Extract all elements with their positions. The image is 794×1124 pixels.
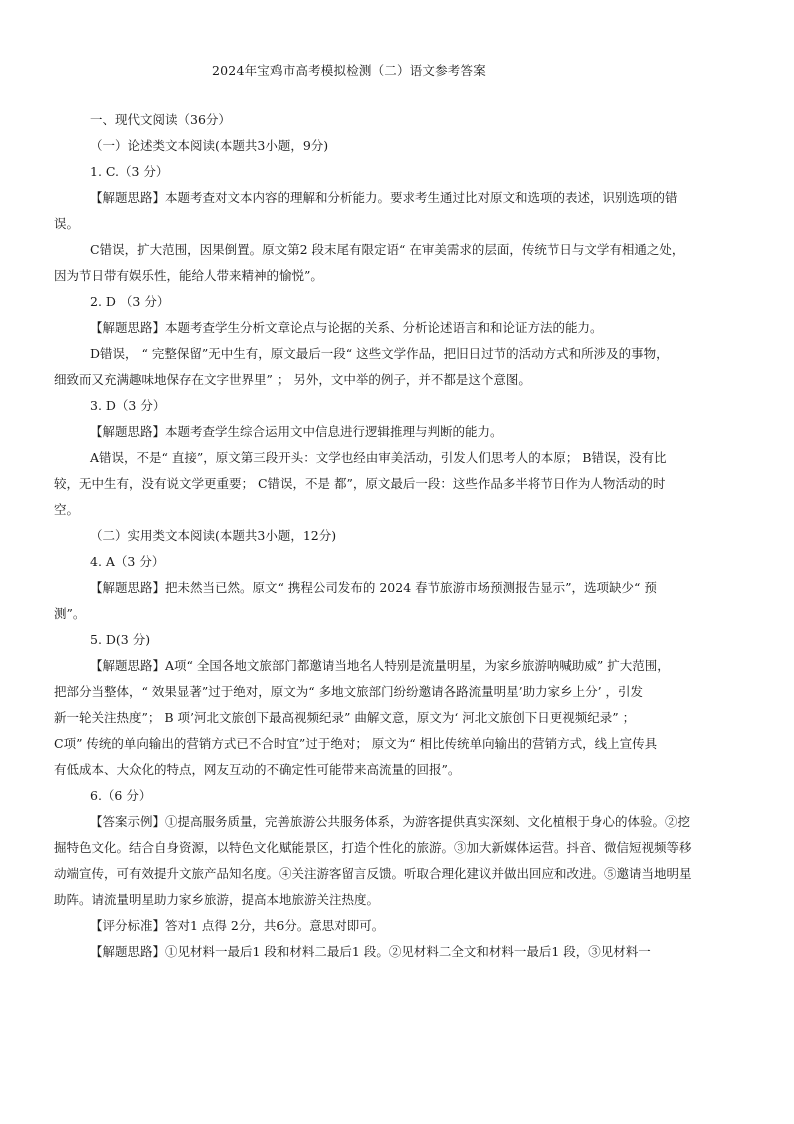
text-line: 【解题思路】本题考查学生综合运用文中信息进行逻辑推理与判断的能力。 [90,424,503,439]
text-line: A错误，不是“ 直接”，原文第三段开头：文学也经由审美活动，引发人们思考人的本原； B错误，没有比 [90,450,667,465]
text-line: 误。 [54,216,80,231]
text-line: 有低成本、大众化的特点，网友互动的不确定性可能带来高流量的回报”。 [54,762,461,777]
text-line: C项” 传统的单向输出的营销方式已不合时宜”过于绝对； 原文为“ 相比传统单向输出的营销方式，线上宣传具 [54,736,658,751]
text-line: C错误，扩大范围，因果倒置。原文第2 段末尾有限定语“ 在审美需求的层面，传统节日与文学有相通之处， [90,242,685,257]
text-line: 掘特色文化。结合自身资源，以特色文化赋能景区，打造个性化的旅游。③加大新媒体运营。抖音、微信短视频等移 [54,840,692,855]
text-line: 细致而又充满趣味地保存在文字世界里” ； 另外，文中举的例子，并不都是这个意图。 [54,372,531,387]
text-line: 【评分标准】答对1 点得 2分，共6分。意思对即可。 [90,918,385,933]
text-line: 6.（6 分） [90,788,152,803]
text-line: 【解题思路】把未然当已然。原文“ 携程公司发布的 2024 春节旅游市场预测报告显示”，选项缺少“ 预 [90,580,657,595]
text-line: 【解题思路】本题考查对文本内容的理解和分析能力。要求考生通过比对原文和选项的表述，识别选项的错 [90,190,678,205]
text-line: 新一轮关注热度”； B 项’河北文旅创下最高视频纪录” 曲解文意，原文为‘ 河北文旅创下日更视频纪录” ； [54,710,636,725]
page-title: 2024年宝鸡市高考模拟检测（二）语文参考答案 [212,63,486,78]
text-line: 助阵。请流量明星助力家乡旅游，提高本地旅游关注热度。 [54,892,380,907]
text-line: 动端宣传，可有效提升文旅产品知名度。④关注游客留言反馈。听取合理化建议并做出回应和改进。⑤邀请当地明星 [54,866,692,881]
text-line: 3. D（3 分） [90,398,166,413]
text-line: 【解题思路】本题考查学生分析文章论点与论据的关系、分析论述语言和和论证方法的能力。 [90,320,603,335]
text-line: 空。 [54,502,80,517]
text-line: D错误， “ 完整保留”无中生有，原文最后一段“ 这些文学作品，把旧日过节的活动方式和所涉及的事物， [90,346,669,361]
text-line: 【答案示例】①提高服务质量，完善旅游公共服务体系，为游客提供真实深刻、文化植根于身心的体验。②挖 [90,814,691,829]
text-line: 一、现代文阅读（36分） [90,112,231,127]
answer-content [54,107,744,965]
text-line: 测”。 [54,606,86,621]
text-line: （二）实用类文本阅读(本题共3小题，12分) [90,528,337,543]
text-line: 2. D （3 分） [90,294,170,309]
text-line: 1. C.（3 分） [90,164,169,179]
text-line: 较，无中生有，没有说文学更重要； C错误，不是 都”，原文最后一段：这些作品多半将节日作为人物活动的时 [54,476,666,491]
text-line: 5. D(3 分) [90,632,151,647]
text-line: 因为节日带有娱乐性，能给人带来精神的愉悦”。 [54,268,323,283]
text-line: （一）论述类文本阅读(本题共3小题，9分) [90,138,329,153]
text-line: 【解题思路】①见材料一最后1 段和材料二最后1 段。②见材料二全文和材料一最后1 段，③见材料一 [90,944,651,959]
text-line: 【解题思路】A项“ 全国各地文旅部门都邀请当地名人特别是流量明星，为家乡旅游呐喊助威” 扩大范围， [90,658,670,673]
text-line: 4. A（3 分） [90,554,165,569]
text-line: 把部分当整体，“ 效果显著”过于绝对，原文为“ 多地文旅部门纷纷邀请各路流量明星’助力家乡上分’ ，引发 [54,684,644,699]
